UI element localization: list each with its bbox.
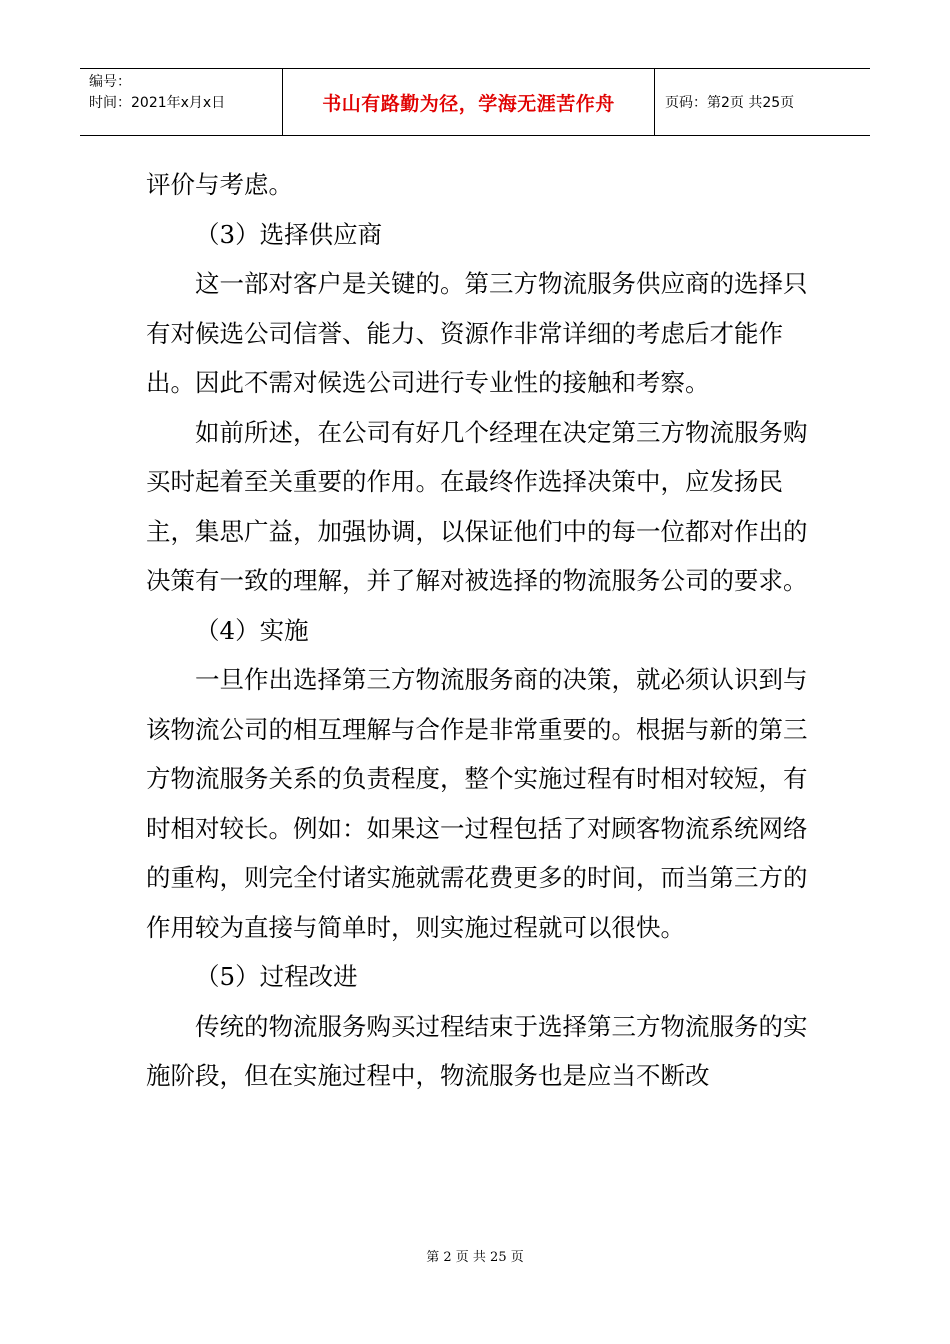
page-header <box>80 68 870 136</box>
header-motto: 书山有路勤为径，学海无涯苦作舟 <box>283 69 655 135</box>
document-body <box>146 160 816 1101</box>
document-time-label: 时间：2021年x月x日 <box>89 95 226 111</box>
paragraph: 这一部对客户是关键的。第三方物流服务供应商的选择只有对候选公司信誉、能力、资源作非常详细的考虑后才能作出。因此不需对候选公司进行专业性的接触和考察。 <box>146 269 808 397</box>
document-number-label: 编号： <box>89 74 131 90</box>
section-heading: （5）过程改进 <box>195 962 358 991</box>
paragraph: 传统的物流服务购买过程结束于选择第三方物流服务的实施阶段，但在实施过程中，物流服务也是应当不断改 <box>146 1011 808 1090</box>
header-meta <box>80 69 283 135</box>
paragraph: 如前所述，在公司有好几个经理在决定第三方物流服务购买时起着至关重要的作用。在最终作选择决策中，应发扬民主，集思广益，加强协调，以保证他们中的每一位都对作出的决策有一致的理解，并了解对被选择的物流服务公司的要求。 <box>146 417 808 595</box>
paragraph: 一旦作出选择第三方物流服务商的决策，就必须认识到与该物流公司的相互理解与合作是非常重要的。根据与新的第三方物流服务关系的负责程度，整个实施过程有时相对较短，有时相对较长。例如：如果这一过程包括了对顾客物流系统网络的重构，则完全付诸实施就需花费更多的时间，而当第三方的作用较为直接与简单时，则实施过程就可以很快。 <box>146 665 808 942</box>
section-heading: （3）选择供应商 <box>195 219 383 249</box>
page-footer: 第 2 页 共 25 页 <box>426 1250 524 1265</box>
header-page-info: 页码：第2页 共25页 <box>665 95 795 111</box>
section-heading: （4）实施 <box>195 615 309 645</box>
paragraph: 评价与考虑。 <box>146 170 293 199</box>
